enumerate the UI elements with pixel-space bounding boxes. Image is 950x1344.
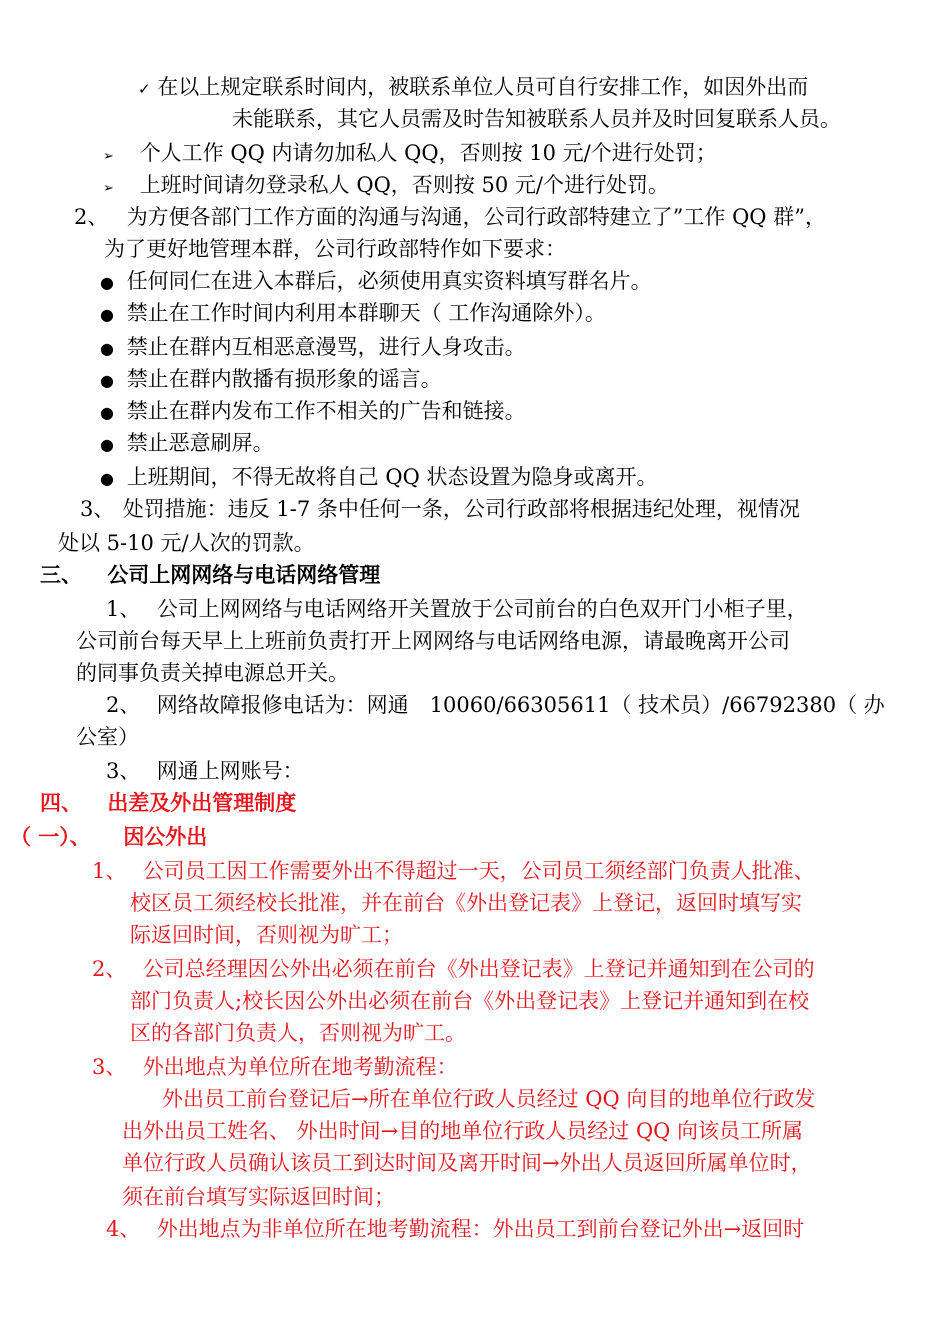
arrow-bullet-icon: ➢ bbox=[103, 149, 114, 164]
bullet-icon: ● bbox=[100, 305, 114, 324]
bullet-icon: ● bbox=[100, 435, 114, 454]
text-line: 区的各部门负责人，否则视为旷工。 bbox=[130, 1021, 466, 1045]
subsection-heading: （ 一）、 因公外出 bbox=[10, 825, 208, 849]
text-line: 为了更好地管理本群，公司行政部特作如下要求： bbox=[104, 237, 566, 261]
item-number: 1、 bbox=[106, 597, 141, 621]
text-line: 3、 外出地点为单位所在地考勤流程： bbox=[92, 1055, 458, 1079]
text-line: 部门负责人;校长因公外出必须在前台《外出登记表》上登记并通知到在校 bbox=[130, 989, 810, 1013]
bullet-item: ● 禁止在群内发布工作不相关的广告和链接。 bbox=[100, 398, 526, 426]
text-line: 4、 外出地点为非单位所在地考勤流程：外出员工到前台登记外出→返回时 bbox=[106, 1217, 805, 1241]
text-line: 公司前台每天早上上班前负责打开上网网络与电话网络电源，请最晚离开公司 bbox=[76, 629, 790, 653]
text-line: ➢ 个人工作 QQ 内请勿加私人 QQ，否则按 10 元/个进行处罚； bbox=[103, 140, 717, 170]
text-line: 出外出员工姓名、 外出时间→目的地单位行政人员经过 QQ 向该员工所属 bbox=[122, 1119, 804, 1143]
arrow-bullet-icon: ➢ bbox=[103, 181, 114, 196]
bullet-item: ● 禁止在工作时间内利用本群聊天（ 工作沟通除外）。 bbox=[100, 300, 606, 328]
item-number: 4、 bbox=[106, 1217, 141, 1241]
text-line: 单位行政人员确认该员工到达时间及离开时间→外出人员返回所属单位时， bbox=[122, 1151, 812, 1175]
item-number: 3、 bbox=[106, 759, 141, 783]
text-line: 校区员工须经校长批准，并在前台《外出登记表》上登记，返回时填写实 bbox=[130, 891, 802, 915]
item-number: 3、 bbox=[80, 497, 115, 521]
text-line: 3、 网通上网账号： bbox=[106, 759, 304, 783]
bullet-item: ● 禁止在群内互相恶意漫骂，进行人身攻击。 bbox=[100, 334, 526, 362]
item-number: 2、 bbox=[106, 693, 141, 717]
item-number: 2、 bbox=[74, 205, 109, 229]
section-heading: 三、 公司上网网络与电话网络管理 bbox=[40, 563, 381, 587]
item-number: 3、 bbox=[92, 1055, 127, 1079]
text-line: 2、 为方便各部门工作方面的沟通与沟通，公司行政部特建立了”工作 QQ 群”， bbox=[74, 205, 826, 229]
text-line: 2、 公司总经理因公外出必须在前台《外出登记表》上登记并通知到在公司的 bbox=[92, 957, 815, 981]
text-line: 处以 5-10 元/人次的罚款。 bbox=[58, 531, 315, 555]
bullet-item: ● 禁止恶意刷屏。 bbox=[100, 430, 274, 458]
text-line: 须在前台填写实际返回时间； bbox=[122, 1185, 395, 1209]
text-line: 未能联系，其它人员需及时告知被联系人员并及时回复联系人员。 bbox=[232, 107, 841, 131]
text-line: 外出员工前台登记后→所在单位行政人员经过 QQ 向目的地单位行政发 bbox=[162, 1087, 816, 1111]
text-line: 际返回时间，否则视为旷工； bbox=[130, 923, 403, 947]
text-line: ➢ 上班时间请勿登录私人 QQ，否则按 50 元/个进行处罚。 bbox=[103, 172, 669, 202]
text-line: 1、 公司上网网络与电话网络开关置放于公司前台的白色双开门小柜子里， bbox=[106, 597, 808, 621]
text-line: 的同事负责关掉电源总开关。 bbox=[76, 661, 349, 685]
check-icon: ✓ bbox=[138, 80, 151, 98]
bullet-icon: ● bbox=[100, 403, 114, 422]
item-number: 2、 bbox=[92, 957, 127, 981]
bullet-icon: ● bbox=[100, 273, 114, 292]
bullet-item: ● 任何同仁在进入本群后，必须使用真实资料填写群名片。 bbox=[100, 268, 652, 296]
section-heading: 四、 出差及外出管理制度 bbox=[40, 791, 297, 815]
text-line: 公室） bbox=[76, 725, 139, 749]
bullet-item: ● 上班期间，不得无故将自己 QQ 状态设置为隐身或离开。 bbox=[100, 464, 657, 492]
text-line: 3、 处罚措施：违反 1-7 条中任何一条，公司行政部将根据违纪处理，视情况 bbox=[80, 497, 800, 521]
bullet-icon: ● bbox=[100, 469, 114, 488]
bullet-icon: ● bbox=[100, 339, 114, 358]
text-line: 2、 网络故障报修电话为：网通 10060/66305611（ 技术员）/66792380（ 办 bbox=[106, 693, 885, 717]
bullet-icon: ● bbox=[100, 371, 114, 390]
text-line: 1、 公司员工因工作需要外出不得超过一天，公司员工须经部门负责人批准、 bbox=[92, 859, 815, 883]
bullet-item: ● 禁止在群内散播有损形象的谣言。 bbox=[100, 366, 442, 394]
item-number: 1、 bbox=[92, 859, 127, 883]
text-line: ✓ 在以上规定联系时间内，被联系单位人员可自行安排工作，如因外出而 bbox=[138, 74, 808, 102]
